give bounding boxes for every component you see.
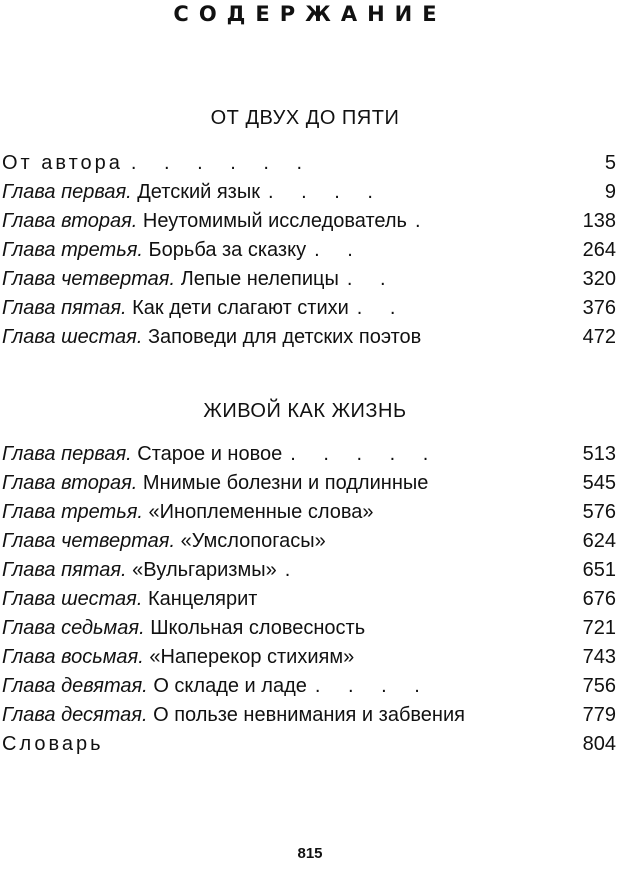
- chapter-title: «Вульгаризмы»: [132, 559, 277, 581]
- page-ref: 804: [582, 733, 616, 755]
- toc-list: [2, 152, 616, 355]
- chapter-label: Глава восьмая.: [2, 646, 144, 668]
- chapter-label: Глава десятая.: [2, 704, 148, 726]
- chapter-title: Борьба за сказку: [148, 239, 307, 261]
- chapter-title: О пользе невнимания и забвения: [153, 704, 465, 726]
- page-ref: 472: [582, 326, 616, 348]
- page-ref: 5: [604, 152, 616, 174]
- chapter-title: Детский язык: [137, 181, 260, 203]
- toc-list: [2, 443, 616, 762]
- chapter-label: Глава четвертая.: [2, 268, 176, 290]
- chapter-title: Старое и новое: [137, 443, 283, 465]
- page-ref: 320: [582, 268, 616, 290]
- dot-leader: . .: [314, 239, 364, 261]
- page-ref: 576: [582, 501, 616, 523]
- dot-leader: . .: [356, 297, 407, 319]
- page-ref: 376: [582, 297, 616, 319]
- chapter-label: Глава первая.: [2, 181, 132, 203]
- toc-entry[interactable]: [2, 472, 616, 501]
- page-ref: 513: [582, 443, 616, 465]
- chapter-title: Заповеди для детских поэтов: [147, 326, 422, 348]
- page-ref: 545: [582, 472, 616, 494]
- toc-entry[interactable]: [2, 297, 616, 326]
- dot-leader: . . . .: [314, 675, 431, 697]
- toc-entry[interactable]: [2, 443, 616, 472]
- toc-entry-author-preface[interactable]: [2, 152, 616, 181]
- page-ref: 651: [582, 559, 616, 581]
- chapter-title: «Умслопогасы»: [180, 530, 326, 552]
- chapter-label: Глава вторая.: [2, 210, 138, 232]
- chapter-label: Глава шестая.: [2, 588, 143, 610]
- toc-entry-dictionary[interactable]: [2, 733, 616, 762]
- chapter-label: Глава вторая.: [2, 472, 138, 494]
- page-ref: 756: [582, 675, 616, 697]
- chapter-title: «Наперекор стихиям»: [149, 646, 355, 668]
- chapter-label: Глава пятая.: [2, 559, 127, 581]
- dot-leader: . .: [346, 268, 397, 290]
- toc-entry[interactable]: [2, 588, 616, 617]
- page-title: СОДЕРЖАНИЕ: [173, 2, 447, 26]
- page-ref: 9: [604, 181, 616, 203]
- chapter-title: «Иноплеменные слова»: [148, 501, 374, 523]
- dot-leader: .: [414, 210, 432, 232]
- toc-entry[interactable]: [2, 559, 616, 588]
- toc-entry[interactable]: [2, 210, 616, 239]
- page-ref: 743: [582, 646, 616, 668]
- page-ref: 624: [582, 530, 616, 552]
- chapter-title: Лепые нелепицы: [180, 268, 339, 290]
- page-ref: 138: [582, 210, 616, 232]
- chapter-title: Мнимые болезни и подлинные: [142, 472, 429, 494]
- chapter-label: Глава пятая.: [2, 297, 127, 319]
- chapter-label: Глава шестая.: [2, 326, 143, 348]
- toc-entry[interactable]: [2, 181, 616, 210]
- chapter-title: Словарь: [2, 733, 104, 755]
- toc-entry[interactable]: [2, 501, 616, 530]
- chapter-title: Как дети слагают стихи: [132, 297, 349, 319]
- page-ref: 779: [582, 704, 616, 726]
- chapter-title: Школьная словесность: [150, 617, 366, 639]
- chapter-title: От автора: [2, 152, 123, 174]
- toc-entry[interactable]: [2, 675, 616, 704]
- toc-entry[interactable]: [2, 326, 616, 355]
- chapter-title: Неутомимый исследователь: [142, 210, 407, 232]
- dot-leader: . . . . . .: [130, 152, 314, 174]
- page-number: 815: [297, 845, 323, 862]
- page-ref: 676: [582, 588, 616, 610]
- chapter-label: Глава первая.: [2, 443, 132, 465]
- toc-entry[interactable]: [2, 704, 616, 733]
- chapter-label: Глава третья.: [2, 239, 143, 261]
- chapter-title: Канцелярит: [147, 588, 258, 610]
- page-ref: 264: [582, 239, 616, 261]
- chapter-label: Глава седьмая.: [2, 617, 145, 639]
- dot-leader: . . . . .: [290, 443, 440, 465]
- chapter-label: Глава четвертая.: [2, 530, 176, 552]
- toc-entry[interactable]: [2, 239, 616, 268]
- dot-leader: . . . .: [267, 181, 384, 203]
- toc-entry[interactable]: [2, 617, 616, 646]
- chapter-label: Глава третья.: [2, 501, 143, 523]
- dot-leader: .: [284, 559, 302, 581]
- section-title: ЖИВОЙ КАК ЖИЗНЬ: [203, 400, 407, 422]
- page-ref: 721: [582, 617, 616, 639]
- chapter-title: О складе и ладе: [153, 675, 307, 697]
- toc-entry[interactable]: [2, 530, 616, 559]
- chapter-label: Глава девятая.: [2, 675, 148, 697]
- toc-entry[interactable]: [2, 646, 616, 675]
- toc-entry[interactable]: [2, 268, 616, 297]
- section-title: ОТ ДВУХ ДО ПЯТИ: [210, 107, 400, 129]
